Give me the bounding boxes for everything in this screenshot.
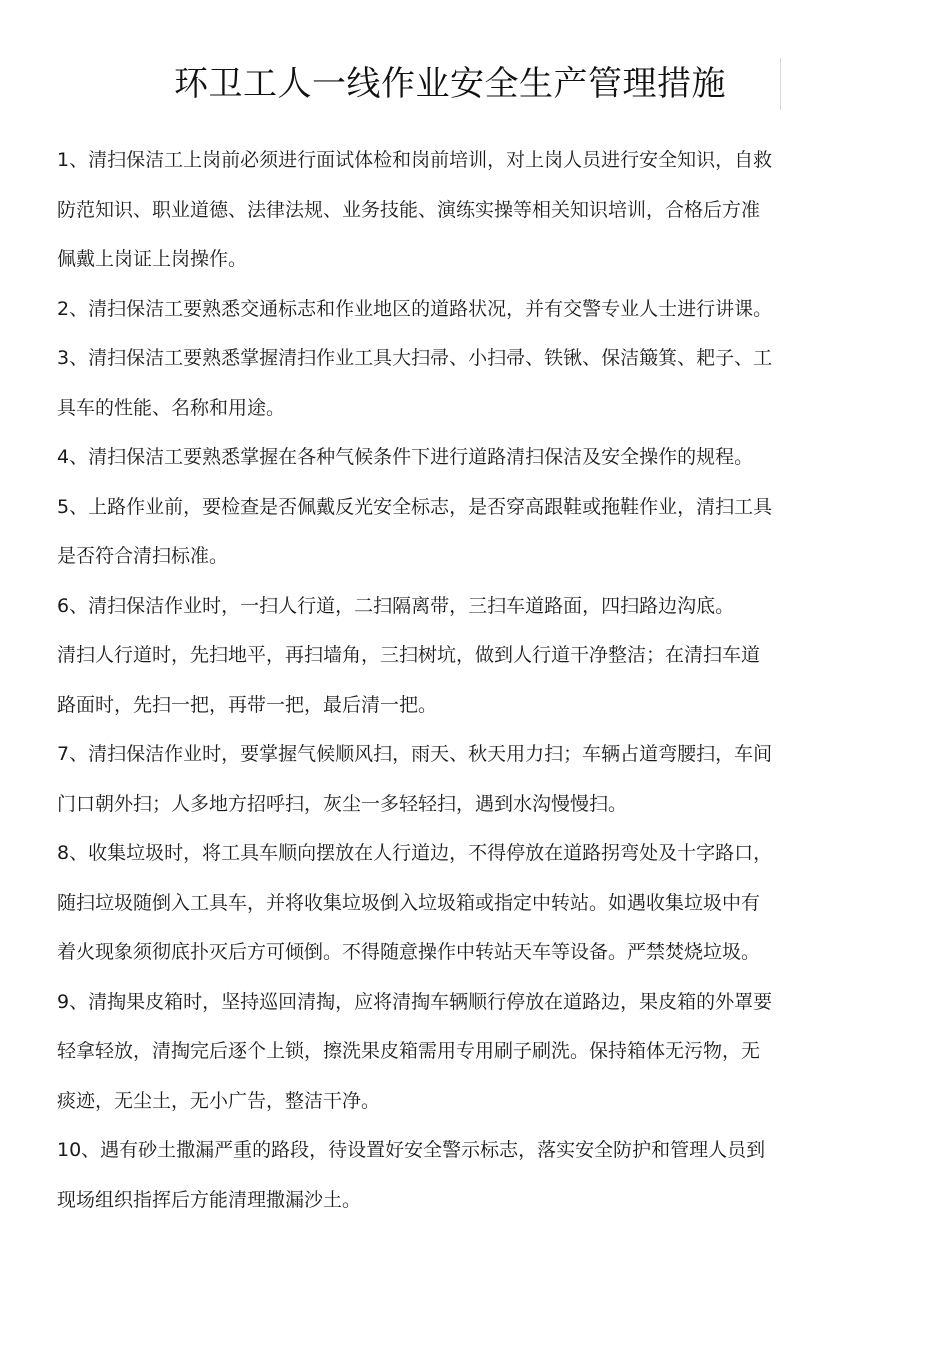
measure-item-3 <box>57 334 847 433</box>
measure-item-6 <box>57 582 847 731</box>
measure-item-9 <box>57 978 847 1127</box>
measure-item-1 <box>57 136 847 285</box>
measure-line: 门口朝外扫；人多地方招呼扫，灰尘一多轻轻扫，遇到水沟慢慢扫。 <box>57 792 628 815</box>
measures-list <box>57 136 847 1225</box>
measure-line: 随扫垃圾随倒入工具车，并将收集垃圾倒入垃圾箱或指定中转站。如遇收集垃圾中有 <box>57 891 761 914</box>
measure-item-10 <box>57 1126 847 1225</box>
measure-line: 痰迹，无尘土，无小广告，整洁干净。 <box>57 1089 381 1112</box>
measure-line: 现场组织指挥后方能清理撒漏沙土。 <box>57 1188 362 1211</box>
page-title: 环卫工人一线作业安全生产管理措施 <box>174 64 726 104</box>
measure-line: 9、清掏果皮箱时，坚持巡回清掏，应将清掏车辆顺行停放在道路边，果皮箱的外罩要 <box>57 990 773 1013</box>
measure-line: 轻拿轻放，清掏完后逐个上锁，擦洗果皮箱需用专用刷子刷洗。保持箱体无污物，无 <box>57 1040 761 1062</box>
title-block <box>120 58 781 110</box>
measure-line: 8、收集垃圾时，将工具车顺向摆放在人行道边，不得停放在道路拐弯处及十字路口， <box>57 842 773 864</box>
measure-line: 7、清扫保洁作业时，要掌握气候顺风扫，雨天、秋天用力扫；车辆占道弯腰扫，车间 <box>57 743 773 765</box>
measure-item-4 <box>57 433 847 483</box>
measure-item-8 <box>57 829 847 978</box>
measure-item-7 <box>57 730 847 829</box>
measure-line: 是否符合清扫标准。 <box>57 545 229 567</box>
measure-line: 5、上路作业前，要检查是否佩戴反光安全标志，是否穿高跟鞋或拖鞋作业，清扫工具 <box>57 495 773 518</box>
measure-line: 具车的性能、名称和用途。 <box>57 396 286 419</box>
measure-line: 防范知识、职业道德、法律法规、业务技能、演练实操等相关知识培训，合格后方准 <box>57 198 761 221</box>
measure-line: 3、清扫保洁工要熟悉掌握清扫作业工具大扫帚、小扫帚、铁锹、保洁簸箕、耙子、工 <box>57 347 773 369</box>
measure-line: 4、清扫保洁工要熟悉掌握在各种气候条件下进行道路清扫保洁及安全操作的规程。 <box>57 446 754 468</box>
measure-line: 2、清扫保洁工要熟悉交通标志和作业地区的道路状况，并有交警专业人士进行讲课。 <box>57 297 773 320</box>
measure-line: 着火现象须彻底扑灭后方可倾倒。不得随意操作中转站天车等设备。严禁焚烧垃圾。 <box>57 941 761 963</box>
measure-item-2 <box>57 285 847 335</box>
measure-item-5 <box>57 483 847 582</box>
measure-line: 清扫人行道时，先扫地平，再扫墙角，三扫树坑，做到人行道干净整洁；在清扫车道 <box>57 644 761 666</box>
measure-line: 佩戴上岗证上岗操作。 <box>57 248 248 270</box>
measure-line: 6、清扫保洁作业时，一扫人行道，二扫隔离带，三扫车道路面，四扫路边沟底。 <box>57 594 735 617</box>
measure-line: 1、清扫保洁工上岗前必须进行面试体检和岗前培训，对上岗人员进行安全知识，自救 <box>57 149 773 171</box>
measure-line: 10、遇有砂土撒漏严重的路段，待设置好安全警示标志，落实安全防护和管理人员到 <box>57 1139 766 1161</box>
measure-line: 路面时，先扫一把，再带一把，最后清一把。 <box>57 693 438 716</box>
